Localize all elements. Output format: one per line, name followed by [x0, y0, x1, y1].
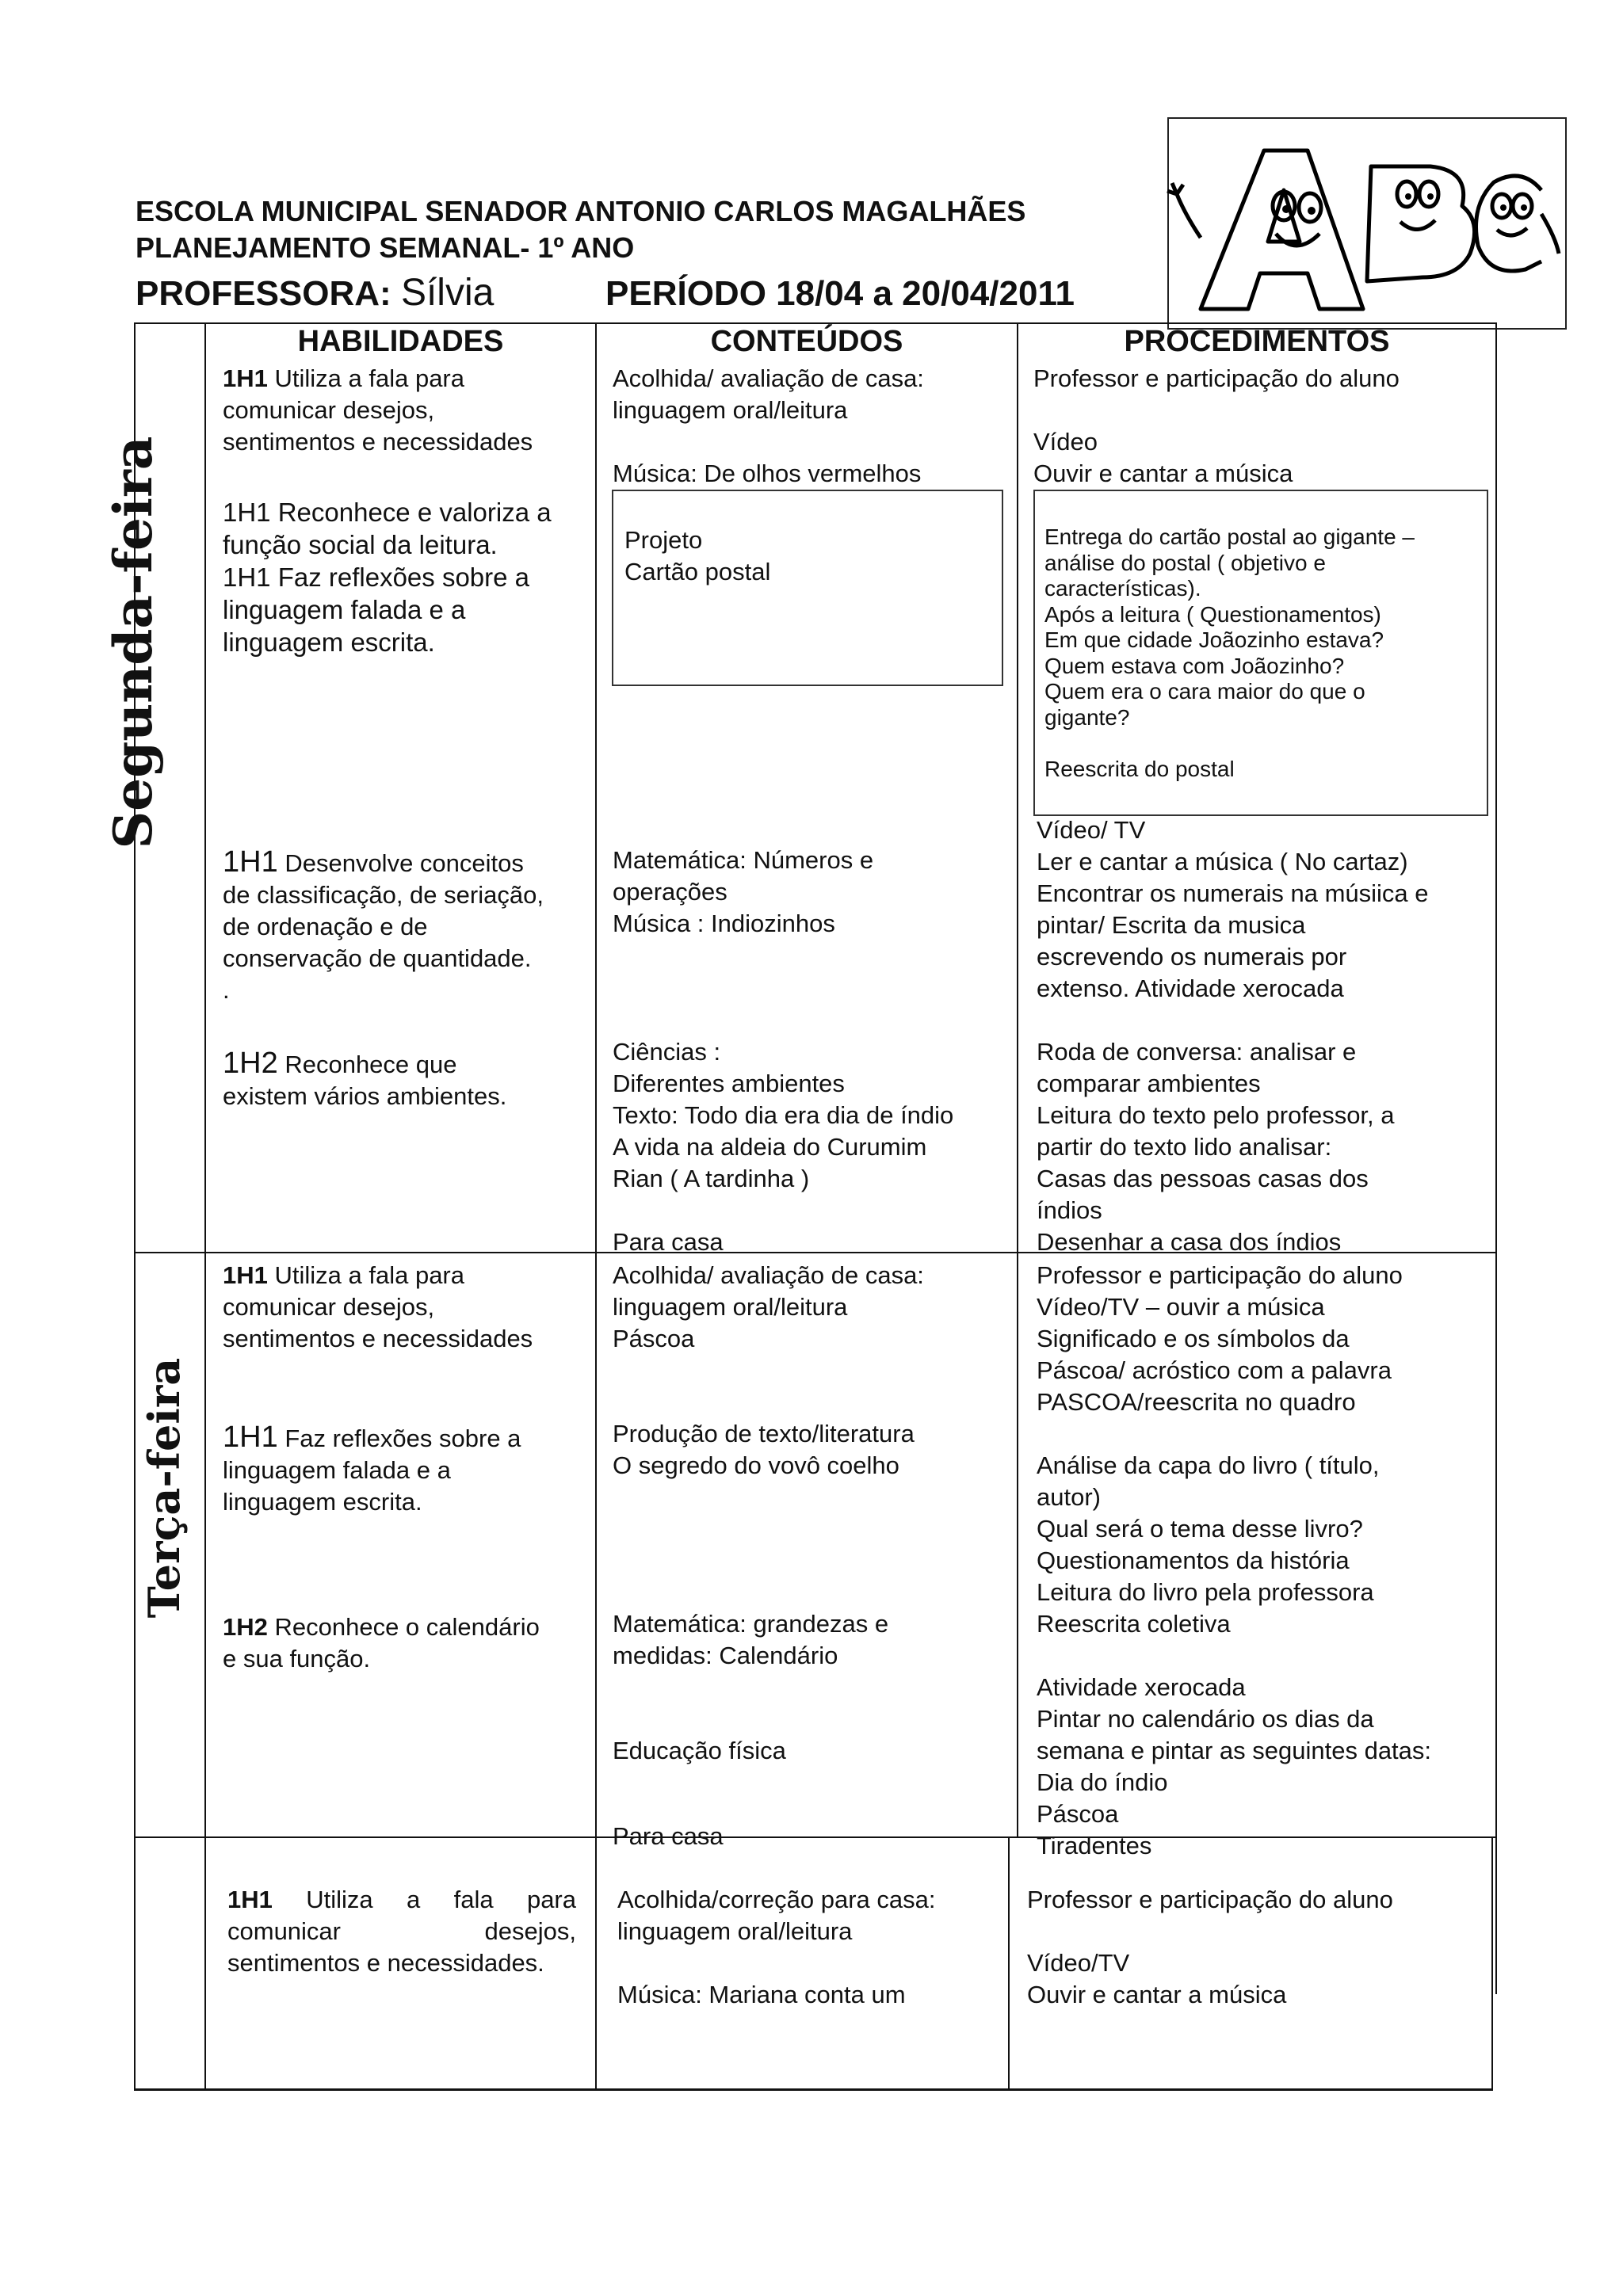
skill-code: 1H1: [223, 364, 268, 392]
wednesday-skill-1: [227, 1884, 576, 1979]
monday-content-3: Ciências : Diferentes ambientes Texto: Todo dia era dia de índio A vida na aldeia do Curumim Rian ( A tardinha ) Para casa: [613, 1038, 954, 1256]
monday-skill-4: [223, 1047, 506, 1112]
wednesday-procedure-1: Professor e participação do aluno Vídeo/TV Ouvir e cantar a música: [1027, 1886, 1393, 2008]
monday-skill-3: [223, 846, 544, 1006]
day-column-divider: [204, 322, 206, 2090]
table-right-border: [1495, 322, 1497, 1994]
skill-code: 1H2: [223, 1613, 268, 1641]
monday-skill-1: [223, 363, 533, 458]
skill-text: Reconhece que existem vários ambientes.: [223, 1051, 507, 1110]
skill-code: 1H1: [223, 1421, 278, 1454]
monday-content-1: Acolhida/ avaliação de casa: linguagem oral/leitura Música: De olhos vermelhos: [613, 364, 924, 487]
table-right-border-bottom: [1491, 1836, 1493, 2090]
skill-text: Reconhece o calendário e sua função.: [223, 1613, 540, 1672]
skill-text: Desenvolve conceitos de classificação, de seriação, de ordenação e de conservação de quantidade. .: [223, 849, 544, 1004]
tuesday-content-5-clip: [602, 1806, 1008, 1850]
monday-procedure-box: [1033, 490, 1488, 816]
plan-title: PLANEJAMENTO SEMANAL- 1º ANO: [136, 231, 635, 264]
skill-text: Faz reflexões sobre a linguagem falada e a linguagem escrita.: [223, 1425, 521, 1516]
header-procedimentos: PROCEDIMENTOS: [1124, 325, 1390, 358]
monday-procedure-1: Professor e participação do aluno Vídeo Ouvir e cantar a música: [1033, 364, 1400, 487]
teacher-name: Sílvia: [400, 272, 495, 314]
monday-project-box: [612, 490, 1003, 686]
skill-text: Utiliza a fala para comunicar desejos, sentimentos e necessidades: [223, 1261, 533, 1352]
abc-cartoon-logo: [1167, 117, 1567, 330]
wednesday-content-1: Acolhida/correção para casa: linguagem oral/leitura Música: Mariana conta um: [617, 1886, 936, 2008]
tuesday-procedure-clip: [1022, 1256, 1495, 1859]
habilidades-divider: [595, 322, 597, 2090]
monday-procedure-3: Roda de conversa: analisar e comparar ambientes Leitura do texto pelo professor, a partir do texto lido analisar: Casas das pessoas casas dos índios Desenhar a casa dos índios: [1037, 1038, 1395, 1256]
header-habilidades: HABILIDADES: [297, 325, 504, 358]
monday-content-2: Matemática: Números e operações Música : Indiozinhos: [613, 846, 874, 937]
skill-text: Utiliza a fala para comunicar desejos, sentimentos e necessidades: [223, 364, 533, 456]
tuesday-skill-3: [223, 1611, 540, 1675]
monday-procedure-2: Vídeo/ TV Ler e cantar a música ( No cartaz) Encontrar os numerais na músiica e pintar/ Escrita da musica escrevendo os numerais por extenso. Atividade xerocada: [1037, 816, 1429, 1002]
day-label-monday: Segunda-feira: [102, 436, 164, 849]
tuesday-skill-2: [223, 1421, 521, 1518]
school-name: ESCOLA MUNICIPAL SENADOR ANTONIO CARLOS MAGALHÃES: [136, 195, 1026, 227]
teacher-line: [136, 271, 1075, 315]
tuesday-content-1: Acolhida/ avaliação de casa: linguagem oral/leitura Páscoa: [613, 1261, 924, 1352]
table-top-border: [134, 322, 1497, 324]
skill-code: 1H2: [223, 1047, 278, 1080]
skill-code: 1H1: [223, 845, 278, 879]
tuesday-procedure-1: Professor e participação do aluno Vídeo/TV – ouvir a música Significado e os símbolos da Páscoa/ acróstico com a palavra PASCOA/reescrita no quadro Análise da capa do livro ( título, autor) Qual será o tema desse livro? Questionamentos da história Leitura do livro pela professora Reescrita coletiva Atividade xerocada Pintar no calendário os dias da semana e pintar as seguintes datas: Dia do índio Páscoa Tiradentes: [1037, 1261, 1432, 1859]
period: PERÍODO 18/04 a 20/04/2011: [605, 274, 1075, 313]
conteudos-divider-bottom: [1008, 1836, 1010, 2090]
tuesday-content-5: Para casa: [613, 1822, 724, 1850]
tuesday-content-4: Educação física: [613, 1737, 786, 1764]
tuesday-content-2: Produção de texto/literatura O segredo do vovô coelho: [613, 1420, 915, 1479]
skill-text: Utiliza a fala para comunicar desejos, sentimentos e necessidades.: [227, 1886, 576, 1977]
skill-code: 1H1: [223, 1261, 268, 1289]
teacher-label: PROFESSORA:: [136, 274, 391, 313]
tuesday-content-3: Matemática: grandezas e medidas: Calendário: [613, 1610, 889, 1669]
table-bottom-border: [134, 2088, 1493, 2091]
monday-skill-2: 1H1 Reconhece e valoriza a função social da leitura. 1H1 Faz reflexões sobre a linguagem falada e a linguagem escrita.: [223, 498, 552, 657]
conteudos-divider: [1017, 322, 1018, 1837]
project-box-text: Projeto Cartão postal: [624, 526, 771, 585]
header-conteudos: CONTEÚDOS: [710, 325, 903, 358]
skill-code: 1H1: [227, 1886, 273, 1913]
procedure-box-text: Entrega do cartão postal ao gigante – análise do postal ( objetivo e características). Após a leitura ( Questionamentos) Em que cidade Joãozinho estava? Quem estava com Joãozinho? Quem era o cara maior do que o gigante? Reescrita do postal: [1044, 524, 1415, 781]
day-label-tuesday: Terça-feira: [139, 1357, 189, 1619]
tuesday-skill-1: [223, 1260, 533, 1355]
